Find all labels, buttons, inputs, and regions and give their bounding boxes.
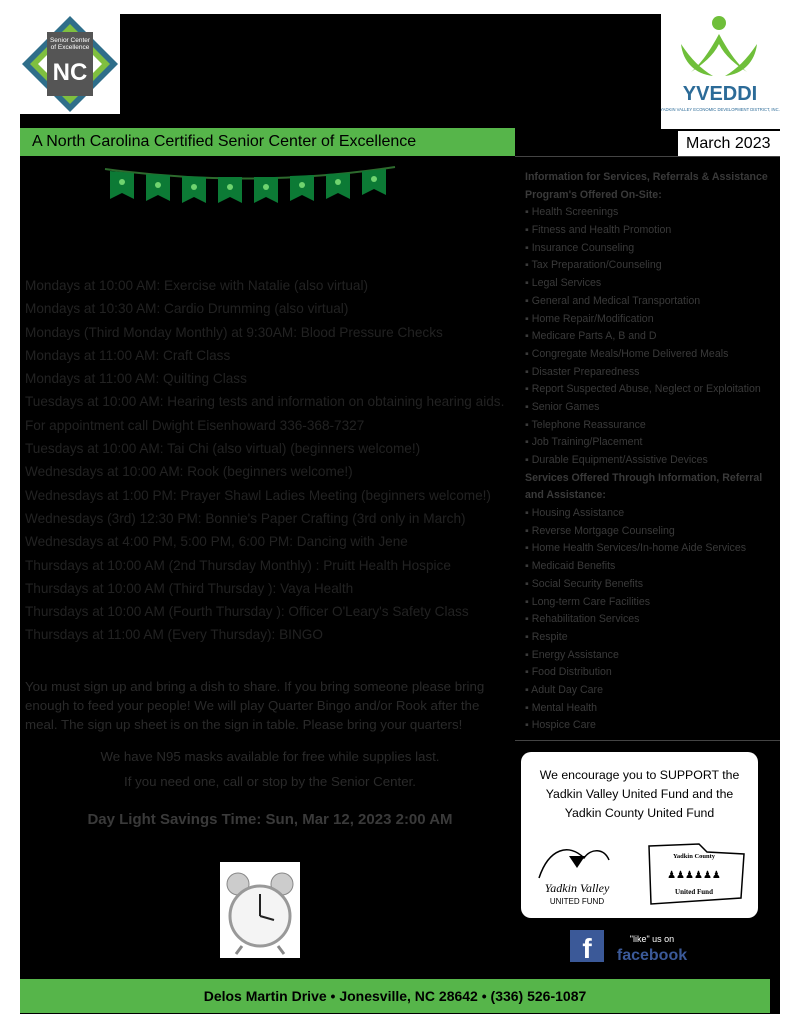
schedule-item: Thursdays at 10:00 AM (Third Thursday ): Vaya Health: [25, 580, 354, 596]
tagline-bar: [20, 128, 515, 156]
month-box: [678, 131, 780, 157]
schedule-item: Wednesdays at 4:00 PM, 5:00 PM, 6:00 PM: Dancing with Jene: [25, 534, 408, 550]
masks-line1: We have N95 masks available for free while supplies last.: [100, 749, 440, 764]
list-item: ▪ Energy Assistance: [525, 648, 619, 661]
list-item: ▪ Health Screenings: [525, 206, 619, 219]
svg-text:♟♟♟♟♟♟: ♟♟♟♟♟♟: [667, 870, 721, 881]
logo-mark: NC: [52, 59, 88, 86]
schedule-item: Wednesdays at 1:00 PM: Prayer Shawl Ladies Meeting (beginners welcome!): [25, 487, 491, 503]
list-item: ▪ Congregate Meals/Home Delivered Meals: [525, 347, 729, 360]
list-item: ▪ Adult Day Care: [525, 683, 603, 696]
divider: [515, 740, 780, 741]
ycuf-sub: United Fund: [675, 888, 713, 896]
support-text: We encourage you to SUPPORT the Yadkin Valley United Fund and the Yadkin County United Fund: [539, 768, 740, 820]
list-item: ▪ Medicaid Benefits: [525, 560, 616, 573]
footer-address: Delos Martin Drive • Jonesville, NC 28642 • (336) 526-1087: [203, 988, 587, 1004]
daylight-savings-notice: Day Light Savings Time: Sun, Mar 12, 2023 2:00 AM: [87, 811, 453, 828]
schedule-item: Wednesdays (3rd) 12:30 PM: Bonnie's Paper Crafting (3rd only in March): [25, 510, 466, 526]
logo-line1: Senior Center: [49, 37, 91, 44]
yveddi-logo: [661, 14, 780, 129]
united-fund-logos: [529, 838, 754, 912]
ycuf-name: Yadkin County: [672, 853, 716, 860]
list-item: ▪ Durable Equipment/Assistive Devices: [525, 454, 708, 466]
list-item: ▪ Disaster Preparedness: [525, 365, 640, 378]
list-item: ▪ Senior Games: [525, 400, 600, 413]
facebook-like-link[interactable]: [570, 926, 700, 966]
list-item: ▪ Tax Preparation/Counseling: [525, 259, 662, 272]
yvuf-name: Yadkin Valley: [544, 881, 610, 895]
onsite-heading: Program's Offered On-Site:: [525, 188, 662, 201]
united-fund-support-box: [521, 752, 758, 918]
list-item: ▪ Home Repair/Modification: [525, 312, 654, 325]
services-heading: Information for Services, Referrals & Assistance: [525, 171, 768, 183]
referral-heading-cont: and Assistance:: [525, 489, 606, 502]
logo-line2: of Excellence: [50, 44, 90, 51]
facebook-icon: [570, 926, 700, 966]
list-item: ▪ Telephone Reassurance: [525, 418, 646, 431]
potluck-note: You must sign up and bring a dish to share. If you bring someone please bring enough to feed your people! We will play Quarter Bingo and/or Rook after the meal. The sign up sheet is on the sign in table. Please bring your quarters!: [25, 679, 485, 732]
schedule-item: Mondays at 10:00 AM: Exercise with Natalie (also virtual): [25, 278, 369, 293]
tagline: A North Carolina Certified Senior Center of Excellence: [32, 133, 417, 150]
schedule-item: Mondays at 10:30 AM: Cardio Drumming (also virtual): [25, 301, 349, 317]
list-item: ▪ Social Security Benefits: [525, 577, 643, 590]
list-item: ▪ Long-term Care Facilities: [525, 595, 651, 608]
alarm-clock-image: [220, 862, 300, 958]
svg-text:f: f: [582, 933, 592, 964]
alarm-clock-icon: [220, 862, 300, 958]
referral-heading: Services Offered Through Information, Referral: [525, 471, 763, 484]
list-item: ▪ Housing Assistance: [525, 507, 625, 520]
schedule-item: Mondays at 11:00 AM: Quilting Class: [25, 371, 247, 387]
shamrock-banner-icon: [100, 159, 400, 209]
list-item: ▪ General and Medical Transportation: [525, 294, 701, 307]
schedule-item: Tuesdays at 10:00 AM: Tai Chi (also virtual) (beginners welcome!): [25, 441, 421, 457]
divider: [515, 156, 780, 157]
butterfly-icon: [539, 850, 609, 878]
list-item: ▪ Report Suspected Abuse, Neglect or Exploitation: [525, 383, 761, 396]
list-item: ▪ Food Distribution: [525, 666, 612, 679]
list-item: ▪ Job Training/Placement: [525, 436, 643, 449]
list-item: ▪ Mental Health: [525, 701, 598, 714]
schedule-item: Wednesdays at 10:00 AM: Rook (beginners welcome!): [25, 464, 353, 480]
flyer-page: [20, 14, 780, 1014]
list-item: ▪ Fitness and Health Promotion: [525, 224, 672, 237]
schedule-item: Mondays at 11:00 AM: Craft Class: [25, 347, 231, 363]
list-item: ▪ Insurance Counseling: [525, 241, 635, 254]
schedule-item: Thursdays at 10:00 AM (Fourth Thursday ): Officer O'Leary's Safety Class: [25, 604, 469, 620]
list-item: ▪ Rehabilitation Services: [525, 613, 640, 626]
svg-text:"like" us on: "like" us on: [629, 934, 675, 944]
list-item: ▪ Legal Services: [525, 277, 602, 290]
schedule-item: Tuesdays at 10:00 AM: Hearing tests and information on obtaining hearing aids.: [25, 394, 505, 410]
schedule-item: For appointment call Dwight Eisenhoward 336-368-7327: [25, 417, 365, 433]
yveddi-subtitle: YADKIN VALLEY ECONOMIC DEVELOPMENT DISTRICT, INC.: [661, 107, 780, 112]
yveddi-name: YVEDDI: [682, 83, 758, 105]
list-item: ▪ Medicare Parts A, B and D: [525, 330, 657, 343]
schedule-item: Thursdays at 10:00 AM (2nd Thursday Monthly) : Pruitt Health Hospice: [25, 557, 451, 573]
masks-line2: If you need one, call or stop by the Senior Center.: [124, 774, 416, 789]
list-item: ▪ Respite: [525, 630, 568, 643]
list-item: ▪ Hospice Care: [525, 719, 596, 732]
senior-center-excellence-logo: [20, 14, 120, 114]
footer-bar: [20, 979, 770, 1013]
svg-text:facebook: facebook: [616, 947, 688, 964]
services-list: [525, 169, 775, 735]
weekly-schedule: [25, 274, 515, 647]
month-label: March 2023: [686, 135, 771, 152]
schedule-item: Mondays (Third Monday Monthly) at 9:30AM: Blood Pressure Checks: [25, 324, 443, 340]
schedule-item: Thursdays at 11:00 AM (Every Thursday): BINGO: [25, 627, 323, 643]
list-item: ▪ Reverse Mortgage Counseling: [525, 524, 675, 537]
yvuf-sub: UNITED FUND: [549, 897, 605, 906]
list-item: ▪ Home Health Services/In-home Aide Services: [525, 542, 747, 555]
yveddi-figure-icon: [661, 14, 780, 129]
diamond-badge-icon: [20, 14, 120, 114]
masks-notice: [20, 744, 520, 794]
